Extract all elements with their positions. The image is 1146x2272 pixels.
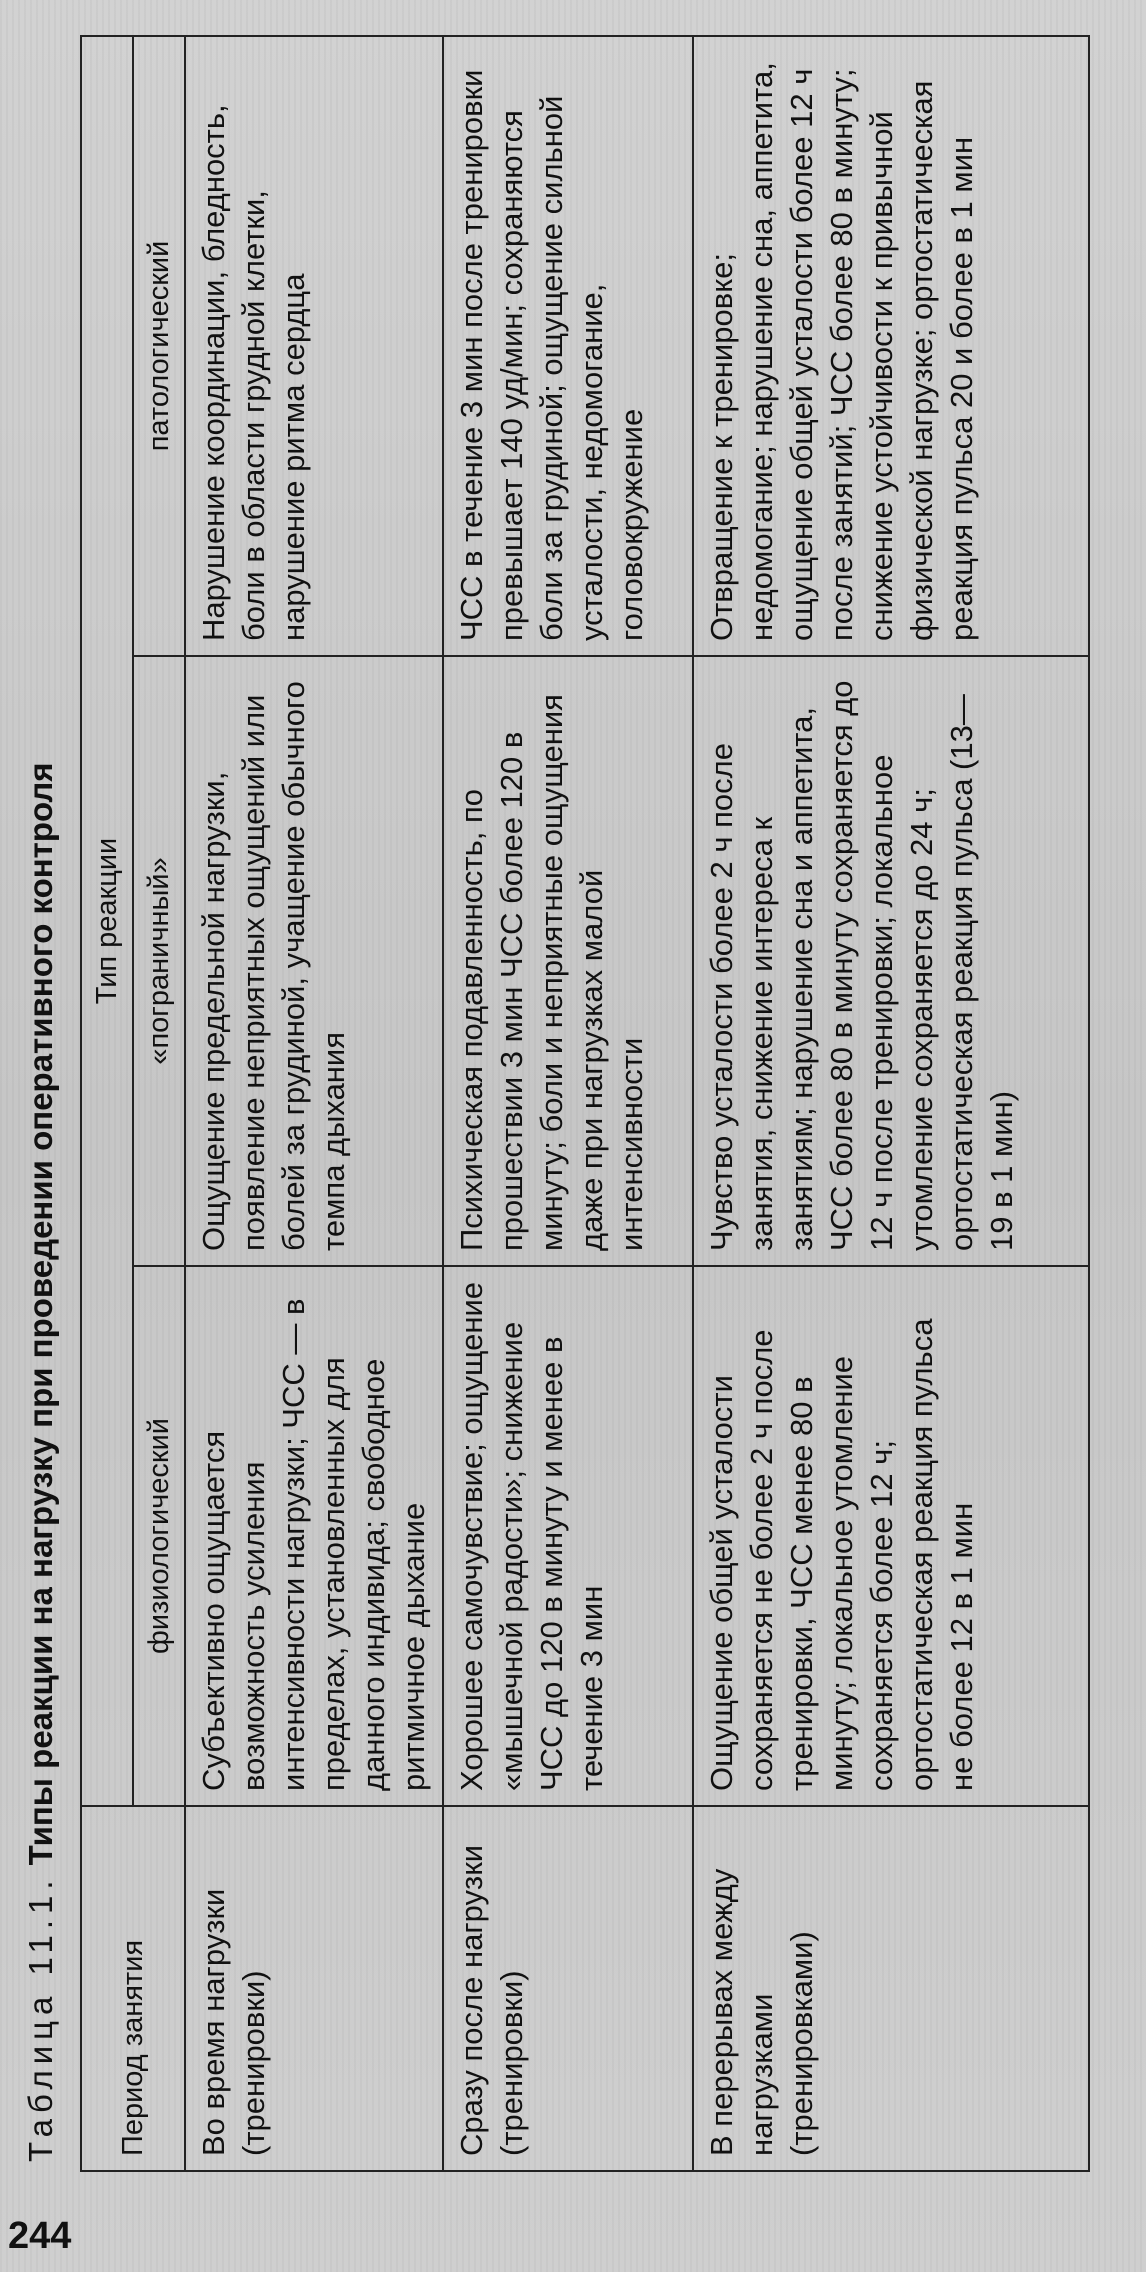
header-period: Период занятия <box>81 1806 185 2171</box>
cell-borderline: Психическая подавленность, по прошествии 3 мин ЧСС более 120 в минуту; боли и неприятные ощущения даже при нагрузках малой интенсивности <box>443 656 693 1266</box>
header-physiological: физиологический <box>133 1266 185 1806</box>
table-row <box>693 36 1089 2171</box>
cell-period: Во время нагрузки (тренировки) <box>185 1806 443 2171</box>
table-row <box>185 36 443 2171</box>
cell-pathological: Нарушение координации, бледность, боли в области грудной клетки, нарушение ритма сердца <box>185 36 443 656</box>
table-caption-title: Типы реакции на нагрузку при проведении оперативного контроля <box>22 762 59 1866</box>
header-pathological: патологический <box>133 36 185 656</box>
cell-physiological: Хорошее самочувствие; ощущение «мышечной радости»; снижение ЧСС до 120 в минуту и менее в течение 3 мин <box>443 1266 693 1806</box>
table-caption <box>22 762 60 2162</box>
reaction-types-table <box>80 35 1090 2172</box>
header-borderline: «пограничный» <box>133 656 185 1266</box>
cell-physiological: Субъективно ощущается возможность усиления интенсивности нагрузки; ЧСС — в пределах, установленных для данного индивида; свободное ритмичное дыхание <box>185 1266 443 1806</box>
table-caption-prefix: Таблица 11.1. <box>22 1874 59 2162</box>
cell-borderline: Чувство усталости более 2 ч после занятия, снижение интереса к занятиям; нарушение сна и аппетита, ЧСС более 80 в минуту сохраняется до 12 ч после тренировки; локальное утомление сохраняется до 24 ч; ортостатическая реакция пульса (13—19 в 1 мин) <box>693 656 1089 1266</box>
table-header-row <box>81 36 133 2171</box>
cell-period: Сразу после нагрузки (тренировки) <box>443 1806 693 2171</box>
cell-pathological: Отвращение к тренировке; недомогание; нарушение сна, аппетита, ощущение общей усталости более 12 ч после занятий; ЧСС более 80 в минуту; снижение устойчивости к привычной физической нагрузке; ортостатическая реакция пульса 20 и более в 1 мин <box>693 36 1089 656</box>
page-number: 244 <box>8 2215 72 2257</box>
cell-borderline: Ощущение предельной нагрузки, появление неприятных ощущений или болей за грудиной, учащение обычного темпа дыхания <box>185 656 443 1266</box>
cell-physiological: Ощущение общей усталости сохраняется не более 2 ч после тренировки, ЧСС менее 80 в минуту; локальное утомление сохраняется более 12 ч; ортостатическая реакция пульса не более 12 в 1 мин <box>693 1266 1089 1806</box>
cell-pathological: ЧСС в течение 3 мин после тренировки превышает 140 уд/мин; сохраняются боли за грудиной; ощущение сильной усталости, недомогание, головокружение <box>443 36 693 656</box>
cell-period: В перерывах между нагрузками (тренировками) <box>693 1806 1089 2171</box>
table-row <box>443 36 693 2171</box>
header-reaction-type: Тип реакции <box>81 36 133 1806</box>
